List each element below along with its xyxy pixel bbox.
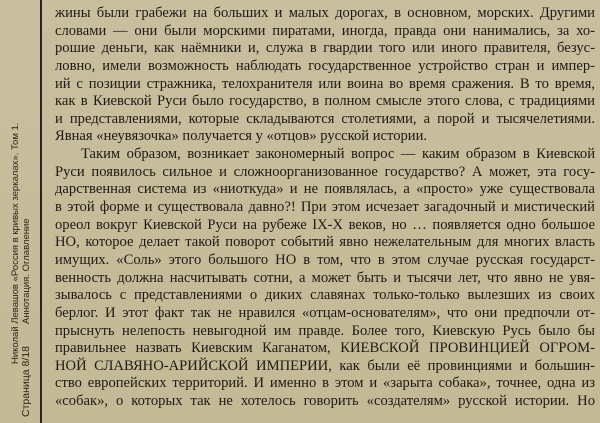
text-line: словами — они были морскими пиратами, иногда, правда они нанимались, за хо- <box>55 22 595 39</box>
text-line: в этой форме и существовала давно?! При этом исчезает загадочный и мистический <box>55 199 595 216</box>
text-line: и представлениями, которые складываются столетиями, а порой и тысячелетиями. <box>55 110 595 127</box>
book-title-vertical: Николай Левашов «Россия в кривых зеркалах». Том 1. <box>10 122 21 364</box>
text-line: Явная «неувязочка» получается у «отцов» русской истории. <box>55 128 428 145</box>
text-line: «собак», о которых так не хотелось говорить «создателям» русской истории. Но <box>55 393 595 410</box>
paragraph-1 <box>55 5 595 146</box>
text-line: как в Киевской Руси было государство, в полном смысле этого слова, с традициями <box>55 93 595 110</box>
text-line: НО, которое делает такой поворот событий явно нежелательным для многих власть <box>55 234 595 251</box>
text-line: ство европейских территорий. И именно в этом и «зарыта собака», точнее, одна из <box>55 375 595 392</box>
text-line: правильнее назвать Киевским Каганатом, КИЕВСКОЙ ПРОВИНЦИЕЙ ОГРОМ- <box>55 340 595 357</box>
text-line: Руси появилось сильное и сложноорганизованное государство? А может, эта госу- <box>55 163 595 180</box>
text-line: имущих. «Соль» этого большого НО в том, что в этом случае русская государст- <box>55 251 595 268</box>
section-subtitle-vertical: Аннотация. Оглавление <box>21 218 32 324</box>
body-text <box>55 5 595 411</box>
margin-rule <box>40 0 42 423</box>
text-line: ий с позиции стражника, телохранителя или воина во время сражения. В то время, <box>55 75 595 92</box>
text-line: венность должна насчитывать сотни, а может быть и тысячи лет, что явно не увя- <box>55 269 595 286</box>
page-number-vertical: Страница 8/18 <box>20 346 32 417</box>
text-line: жины были грабежи на больших и малых дорогах, в основном, морских. Другими <box>55 5 595 21</box>
text-line: дарственная система из «ниоткуда» и не появлялась, а «просто» уже существовала <box>55 181 595 198</box>
text-line: ловно, имели возможность наблюдать государственное устройство стран и импер- <box>55 57 595 74</box>
text-line: Таким образом, возникает закономерный вопрос — каким образом в Киевской <box>81 146 595 163</box>
text-line: зывалось с представлениями о диких славянах только-только вылезших из своих <box>55 287 595 304</box>
text-line: ореол вокруг Киевской Руси на рубеже IX-X веков, но … появляется одно большое <box>55 216 595 233</box>
paragraph-2 <box>55 146 595 411</box>
text-line: рошие деньги, как наёмники и, служа в гвардии того или иного правителя, безус- <box>55 40 595 57</box>
text-line: НОЙ СЛАВЯНО-АРИЙСКОЙ ИМПЕРИИ, как были её провинциями и большин- <box>55 357 595 374</box>
page-margin <box>0 0 44 423</box>
text-line: берлог. И этот факт так не нравился «отцам-основателям», что они предпочли от- <box>55 304 595 321</box>
text-line: прыснуть нелепость невыгодной им правде. Более того, Киевскую Русь было бы <box>55 322 595 339</box>
